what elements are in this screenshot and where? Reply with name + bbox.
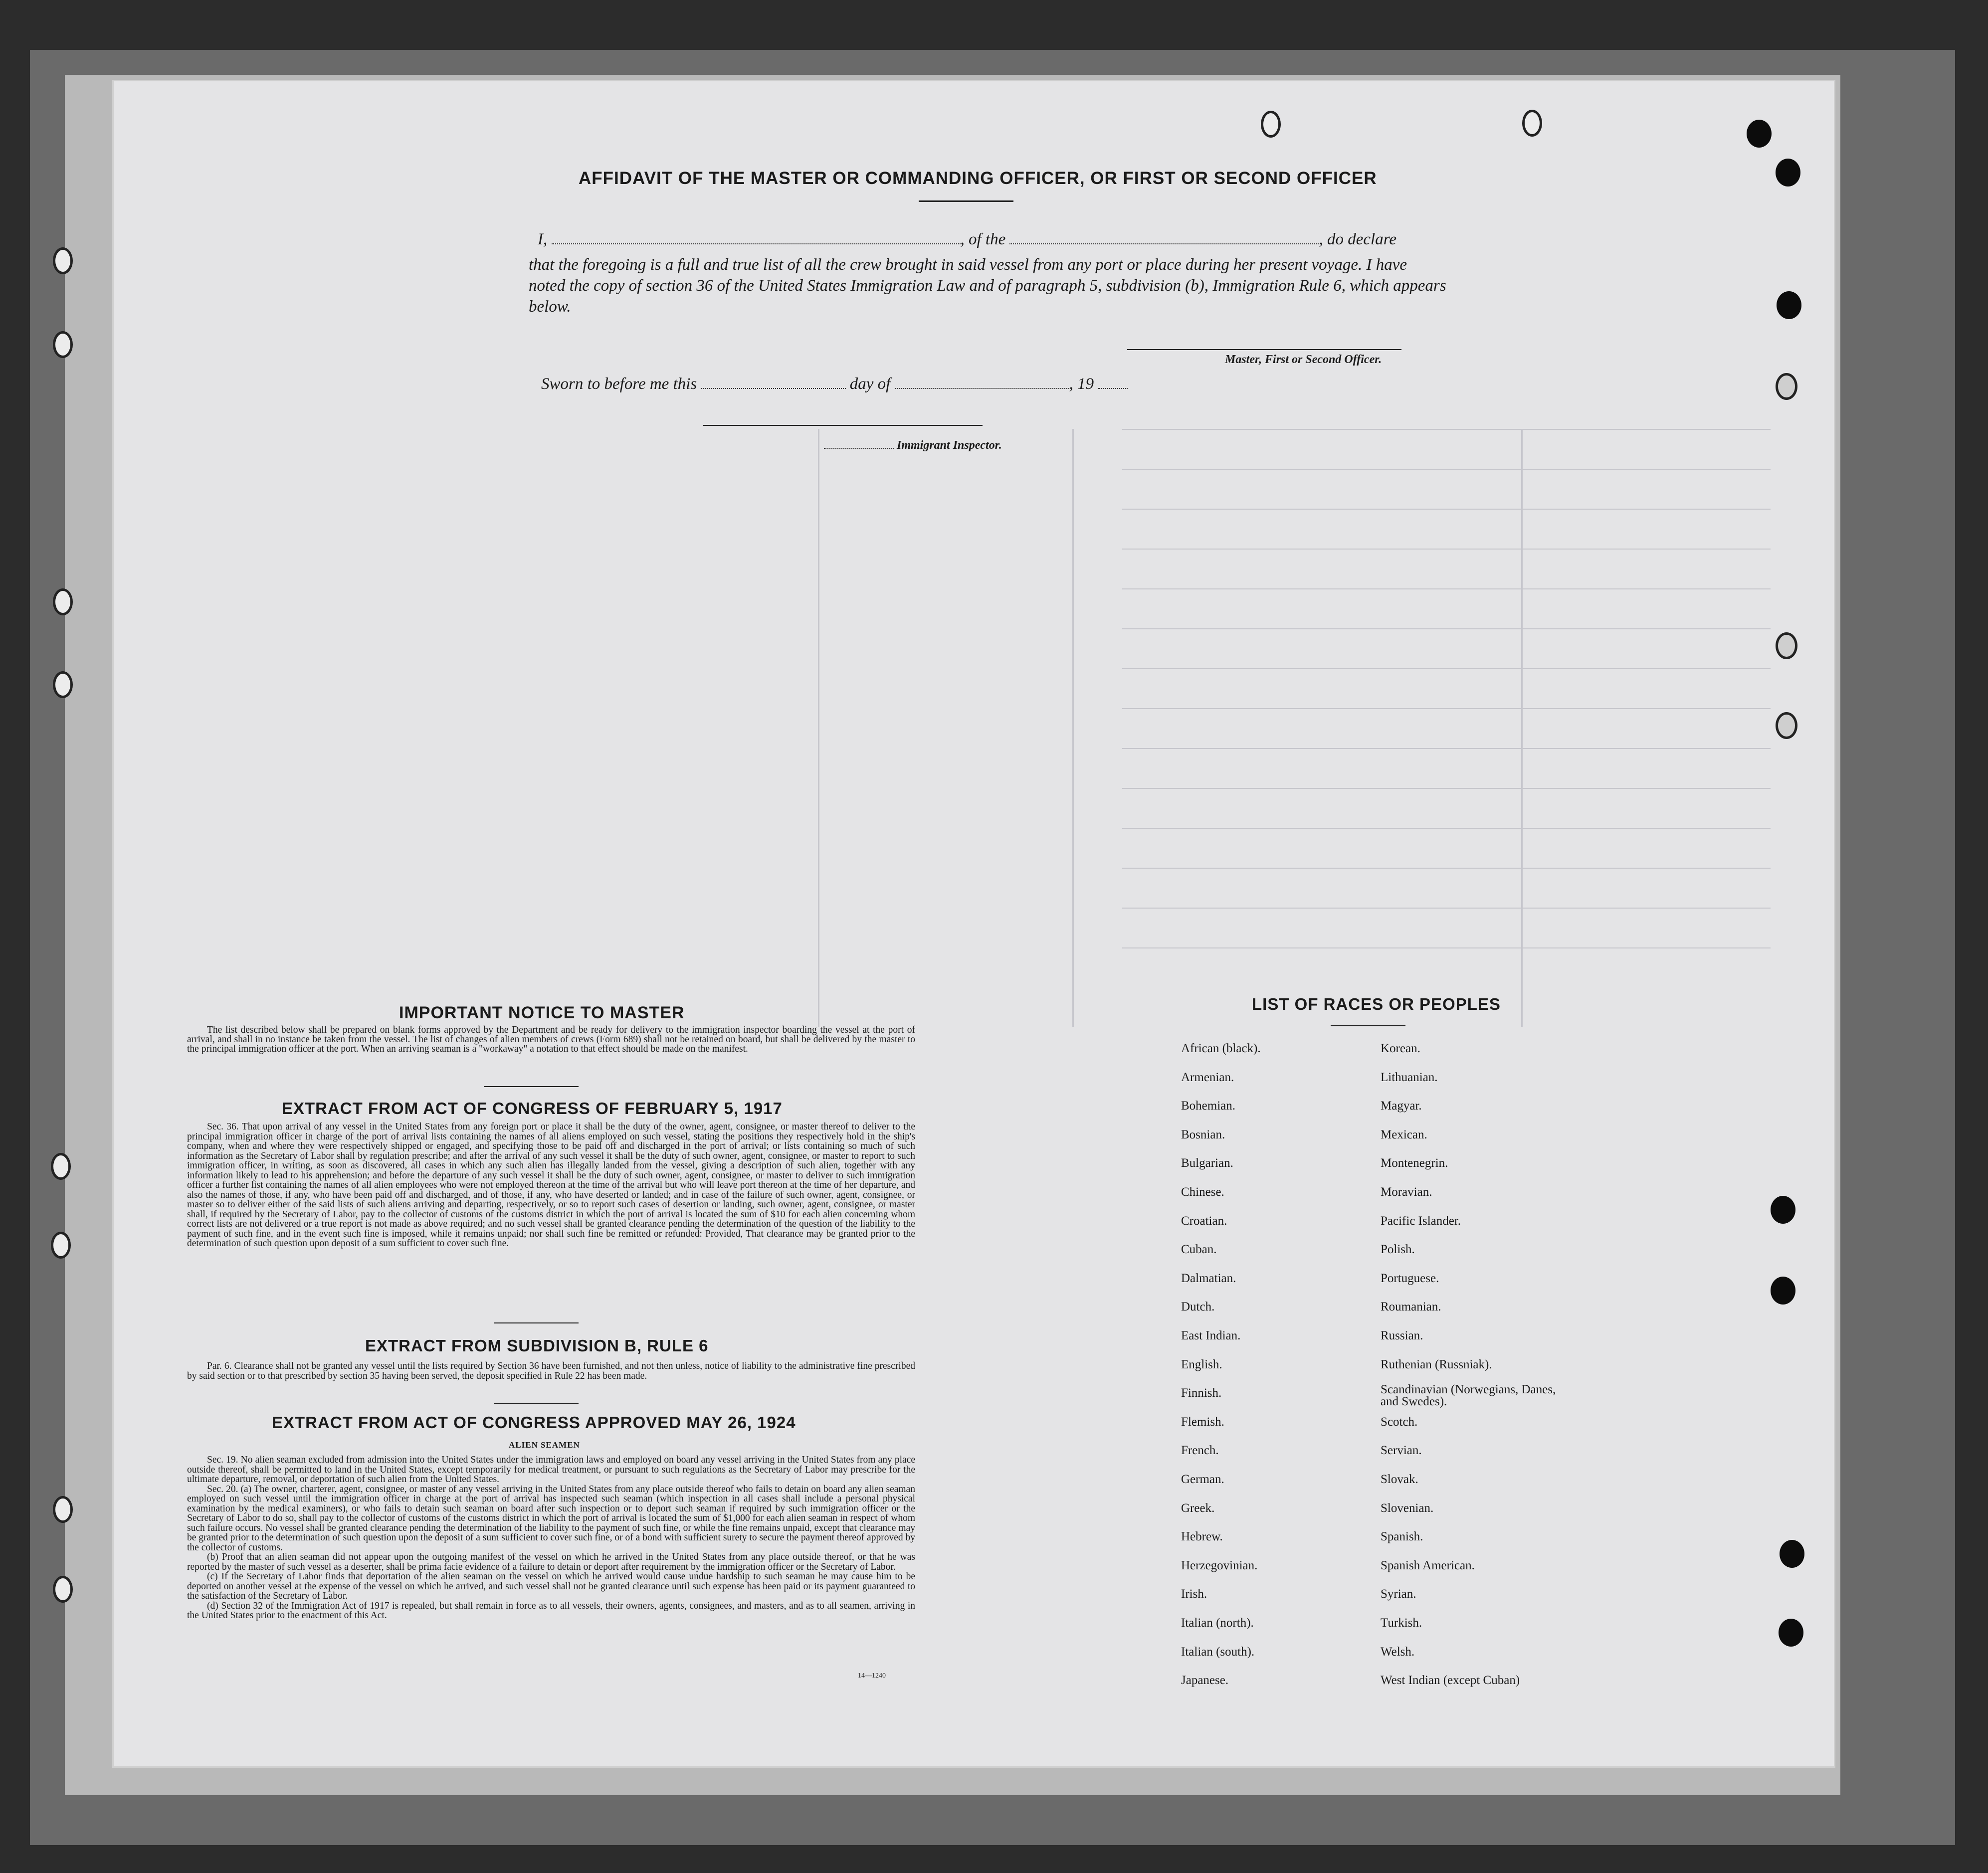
race-item: Dalmatian.	[1181, 1271, 1236, 1285]
race-item: Korean.	[1381, 1042, 1420, 1055]
race-item: Polish.	[1381, 1243, 1415, 1257]
race-item: French.	[1181, 1444, 1219, 1458]
race-item: Spanish.	[1381, 1530, 1423, 1544]
master-signature-blank[interactable]	[1127, 349, 1401, 350]
sworn-year-blank[interactable]	[1098, 388, 1128, 389]
race-item: Russian.	[1381, 1329, 1423, 1342]
affidavit-title: AFFIDAVIT OF THE MASTER OR COMMANDING OFFICER, OR FIRST OR SECOND OFFICER	[579, 169, 1377, 188]
extract-rule6-title: EXTRACT FROM SUBDIVISION B, RULE 6	[365, 1336, 709, 1355]
extract-1917-title: EXTRACT FROM ACT OF CONGRESS OF FEBRUARY 5, 1917	[282, 1099, 783, 1118]
race-item: Ruthenian (Russniak).	[1381, 1357, 1492, 1371]
race-item: Welsh.	[1381, 1645, 1415, 1659]
race-item: Italian (south).	[1181, 1645, 1255, 1659]
notice-title: IMPORTANT NOTICE TO MASTER	[399, 1003, 685, 1022]
extract-rule6-body: Par. 6. Clearance shall not be granted any vessel until the lists required by Section 36 have been furnished, and not then unless, notice of liability to the administrative fine prescribed by said section or to that prescribed by section 35 having been served, the deposit specified in Rule 22 has been made.	[187, 1361, 915, 1381]
race-item: West Indian (except Cuban)	[1381, 1674, 1520, 1687]
race-item: Pacific Islander.	[1381, 1214, 1461, 1228]
inspector-signature-blank[interactable]	[703, 425, 983, 426]
day-of-label: day of	[849, 375, 891, 393]
declarant-name-blank[interactable]	[552, 243, 961, 244]
race-item: Scandinavian (Norwegians, Danes, and Swedes).	[1381, 1383, 1556, 1409]
race-item: Mexican.	[1381, 1127, 1427, 1141]
race-item: Croatian.	[1181, 1214, 1227, 1228]
sworn-line	[541, 375, 1128, 393]
race-item: Roumanian.	[1381, 1300, 1441, 1314]
race-item: Bohemian.	[1181, 1099, 1236, 1113]
race-item: Irish.	[1181, 1587, 1207, 1601]
race-item: Herzegovinian.	[1181, 1558, 1258, 1572]
vessel-name-blank[interactable]	[1009, 243, 1319, 244]
race-item: Cuban.	[1181, 1243, 1217, 1257]
race-item: Slovak.	[1381, 1473, 1418, 1486]
inspector-label-text: Immigrant Inspector.	[897, 439, 1002, 452]
races-title: LIST OF RACES OR PEOPLES	[1252, 995, 1501, 1013]
extract-1924-body	[187, 1455, 915, 1621]
race-item: Chinese.	[1181, 1185, 1224, 1199]
sworn-label: Sworn to before me this	[541, 375, 697, 393]
race-item: German.	[1181, 1473, 1224, 1486]
sec-20d-paragraph: (d) Section 32 of the Immigration Act of 1917 is repealed, but shall remain in force as to all vessels, their owners, agents, consignees, and masters, and as to all seamen, arriving in the United States prior to the enactment of this Act.	[187, 1600, 915, 1621]
race-item: Bulgarian.	[1181, 1156, 1233, 1170]
race-item: Hebrew.	[1181, 1530, 1223, 1544]
race-item: Finnish.	[1181, 1386, 1222, 1400]
race-item: Italian (north).	[1181, 1616, 1254, 1630]
inspector-label	[824, 439, 1002, 452]
affidavit-body: that the foregoing is a full and true list of all the crew brought in said vessel from any port or place during her present voyage. I have noted the copy of section 36 of the United States Immigration Law and of paragraph 5, subdivision (b), Immigration Rule 6, which appears below.	[529, 256, 1446, 316]
race-item: Lithuanian.	[1381, 1070, 1438, 1084]
extract-rule6-divider	[494, 1403, 579, 1404]
race-item: Moravian.	[1381, 1185, 1432, 1199]
race-item: English.	[1181, 1357, 1222, 1371]
year-prefix-label: , 19	[1069, 375, 1094, 393]
declarant-i-label: I,	[538, 230, 548, 248]
of-the-label: , of the	[960, 230, 1006, 248]
extract-1924-title: EXTRACT FROM ACT OF CONGRESS APPROVED MAY 26, 1924	[272, 1413, 796, 1432]
race-item: Greek.	[1181, 1501, 1215, 1515]
extract-1917-body: Sec. 36. That upon arrival of any vessel in the United States from any foreign port or place it shall be the duty of the owner, agent, consignee, or master thereof to deliver to the principal immigration officer in charge of the port of arrival lists containing the names of all aliens employed on such vessel, stating the positions they respectively hold in the ship's company, when and where they were respectively shipped or engaged, and specifying those to be paid off and discharged in the port of arrival; or lists containing so much of such information as the Secretary of Labor shall by regulation prescribe; and after the arrival of any such vessel it shall be the duty of such owner, agent, consignee, or master to report to such immigration officer, in writing, as soon as discovered, all cases in which any such alien has illegally landed from the vessel, giving a description of such alien, together with any information likely to lead to his apprehension; and before the departure of any such vessel it shall be the duty of such owner, agent, consignee, or master to deliver to such immigration officer a further list containing the names of all alien employees who were not employed thereon at the time of the arrival but who will leave port thereon at the time of her departure, and also the names of those, if any, who have been paid off and discharged, and of those, if any, who have deserted or landed; and in case of the failure of such owner, agent, consignee, or master so to deliver either of the said lists of such aliens arriving and departing, respectively, or so to report such cases of desertion or landing, such owner, agent, consignee, or master shall, if required by the Secretary of Labor, pay to the collector of customs of the customs district in which the port of arrival is located the sum of $10 for each alien concerning whom correct lists are not delivered or a true report is not made as above required; and no such vessel shall be granted clearance pending the determination of the question of the liability to the payment of such fine, and in the event such fine is imposed, while it remains unpaid; nor shall such fine be remitted or refunded: Provided, That clearance may be granted prior to the determination of such question upon deposit of a sum sufficient to cover such fine.	[187, 1122, 915, 1249]
do-declare-label: , do declare	[1319, 230, 1396, 248]
race-item: Magyar.	[1381, 1099, 1422, 1113]
race-item: Japanese.	[1181, 1674, 1229, 1687]
affidavit-declare-line	[538, 230, 1396, 249]
race-item: Scotch.	[1381, 1415, 1418, 1429]
sworn-day-blank[interactable]	[701, 388, 846, 389]
sec-20c-paragraph: (c) If the Secretary of Labor finds that deportation of the alien seaman on the vessel on which he arrived would cause undue hardship to such seaman he may cause him to be deported on another vessel at the expense of the vessel on which he arrived, and such vessel shall not be granted clearance until such expense has been paid or its payment guaranteed to the satisfaction of the Secretary of Labor.	[187, 1571, 915, 1601]
sworn-month-blank[interactable]	[895, 388, 1069, 389]
notice-body: The list described below shall be prepared on blank forms approved by the Department and be ready for delivery to the immigration inspector boarding the vessel at the port of arrival, and shall in no instance be taken from the vessel. The list of changes of alien members of crews (Form 689) shall not be retained on board, but shall be delivered by the master to the principal immigration officer at the port. When an arriving seaman is a "workaway" a notation to that effect should be made on the manifest.	[187, 1025, 915, 1054]
sec-20a-paragraph: Sec. 20. (a) The owner, charterer, agent, consignee, or master of any vessel arriving in the United States from any place outside thereof who fails to detain on board any alien seaman employed on such vessel until the immigration officer in charge at the port of arrival has inspected such seaman (which inspection in all cases shall include a personal physical examination by the medical examiners), or who fails to detain such seaman on board after such inspection or to deport such seaman if required by such immigration officer or the Secretary of Labor to do so, shall pay to the collector of customs of the customs district in which the port of arrival is located the sum of $1,000 for each alien seaman in respect of whom such failure occurs. No vessel shall be granted clearance pending the determination of the liability to the payment of such fine, or while the fine remains unpaid, except that clearance may be granted prior to the determination of such question upon the deposit of a sum sufficient to cover such fine, or of a bond with sufficient surety to secure the payment thereof approved by the collector of customs.	[187, 1484, 915, 1553]
sec-20b-paragraph: (b) Proof that an alien seaman did not appear upon the outgoing manifest of the vessel on which he arrived in the United States from any place outside thereof, or that he was reported by the master of such vessel as a deserter, shall be prima facie evidence of a failure to detain or deport after requirement by the immigration officer or the Secretary of Labor.	[187, 1552, 915, 1572]
race-item: Armenian.	[1181, 1070, 1234, 1084]
alien-seamen-subtitle: ALIEN SEAMEN	[509, 1440, 580, 1450]
race-item: Syrian.	[1381, 1587, 1416, 1601]
form-number: 14—1240	[858, 1672, 886, 1680]
race-item: Dutch.	[1181, 1300, 1215, 1314]
race-item: Spanish American.	[1381, 1558, 1475, 1572]
race-item: Servian.	[1381, 1444, 1422, 1458]
race-item: East Indian.	[1181, 1329, 1241, 1342]
race-item: Bosnian.	[1181, 1127, 1225, 1141]
notice-divider	[484, 1086, 579, 1087]
title-divider	[919, 200, 1013, 202]
race-item: Slovenian.	[1381, 1501, 1434, 1515]
race-item: Flemish.	[1181, 1415, 1224, 1429]
race-item: Turkish.	[1381, 1616, 1422, 1630]
sec-19-paragraph: Sec. 19. No alien seaman excluded from admission into the United States under the immigration laws and employed on board any vessel arriving in the United States from any place outside thereof, shall be permitted to land in the United States, except temporarily for medical treatment, or pursuant to such regulations as the Secretary of Labor may prescribe for the ultimate departure, removal, or deportation of such alien from the United States.	[187, 1455, 915, 1485]
races-divider	[1331, 1025, 1405, 1026]
extract-1917-divider	[494, 1322, 579, 1323]
race-item: Montenegrin.	[1381, 1156, 1448, 1170]
master-signature-label: Master, First or Second Officer.	[1225, 353, 1382, 366]
race-item: African (black).	[1181, 1042, 1261, 1055]
race-item: Portuguese.	[1381, 1271, 1439, 1285]
